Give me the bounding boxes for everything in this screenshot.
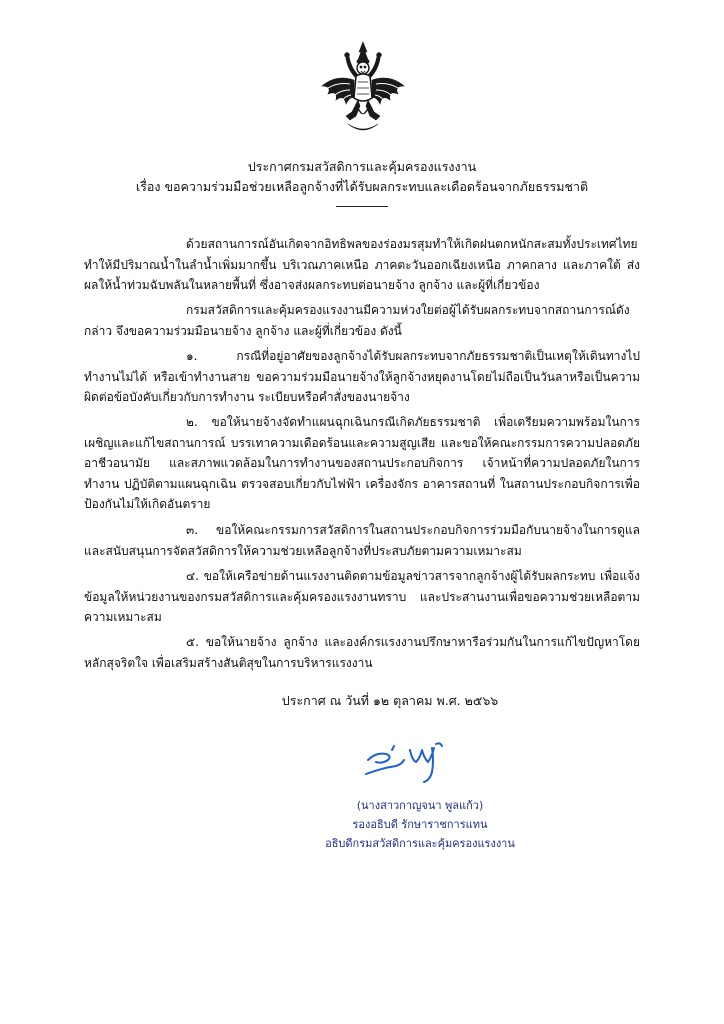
intro-paragraph xyxy=(84,234,640,296)
signer-department: อธิบดีกรมสวัสดิการและคุ้มครองแรงงาน xyxy=(325,837,515,850)
request-item-3 xyxy=(84,520,640,561)
handwritten-signature-icon xyxy=(362,738,462,786)
signer-name: (นางสาวกาญจนา พูลแก้ว) xyxy=(356,799,484,812)
signer-position: รองอธิบดี รักษาราชการแทน xyxy=(352,818,488,831)
request-item-text: ๒. ขอให้นายจ้างจัดทำแผนฉุกเฉินกรณีเกิดภัยธรรมชาติ เพื่อเตรียมความพร้อมในการเผชิญและแก้ไขสถานการณ์ บรรเทาความเดือดร้อนและความสูญเสีย และขอให้คณะกรรมการความปลอดภัย อาชีวอนามัย และสภาพแวดล้อมในการทำงานของสถานประกอบกิจการ เจ้าหน้าที่ความปลอดภัยในการทำงาน ปฏิบัติตามแผนฉุกเฉิน ตรวจสอบเกี่ยวกับไฟฟ้า เครื่องจักร อาคารสถานที่ ในสถานประกอบกิจการเพื่อป้องกันไม่ให้เกิดอันตราย xyxy=(84,415,640,511)
request-item-text: ๕. ขอให้นายจ้าง ลูกจ้าง และองค์กรแรงงานปรึกษาหารือร่วมกันในการแก้ไขปัญหาโดยหลักสุจริตใจ เพื่อเสริมสร้างสันติสุขในการบริหารแรงงาน xyxy=(84,635,640,670)
announcement-date: ประกาศ ณ วันที่ ๑๒ ตุลาคม พ.ศ. ๒๕๖๖ xyxy=(281,693,499,708)
request-item-text: ๔. ขอให้เครือข่ายด้านแรงงานติดตามข้อมูลข่าวสารจากลูกจ้างผู้ได้รับผลกระทบ เพื่อแจ้งข้อมูลให้หน่วยงานของกรมสวัสดิการและคุ้มครองแรงงานทราบ และประสานงานเพื่อขอความช่วยเหลือตามความเหมาะสม xyxy=(84,569,640,624)
intro-text: ด้วยสถานการณ์อันเกิดจากอิทธิพลของร่องมรสุมทำให้เกิดฝนตกหนักสะสมทั้งประเทศไทย ทำให้มีปริมาณน้ำในลำน้ำเพิ่มมากขึ้น บริเวณภาคเหนือ ภาคตะวันออกเฉียงเหนือ ภาคกลาง และภาคใต้ ส่งผลให้น้ำท่วมฉับพลันในหลายพื้นที่ ซึ่งอาจส่งผลกระทบต่อนายจ้าง ลูกจ้าง และผู้ที่เกี่ยวข้อง xyxy=(84,237,640,292)
announcement-title: ประกาศกรมสวัสดิการและคุ้มครองแรงงาน xyxy=(247,159,477,174)
subject-line: เรื่อง ขอความร่วมมือช่วยเหลือลูกจ้างที่ได้รับผลกระทบและเดือดร้อนจากภัยธรรมชาติ xyxy=(135,179,589,194)
concern-paragraph xyxy=(84,300,640,341)
concern-text: กรมสวัสดิการและคุ้มครองแรงงานมีความห่วงใยต่อผู้ได้รับผลกระทบจากสถานการณ์ดังกล่าว จึงขอความร่วมมือนายจ้าง ลูกจ้าง และผู้ที่เกี่ยวข้อง ดังนี้ xyxy=(84,303,630,338)
title-divider xyxy=(336,206,388,207)
request-item-4 xyxy=(84,566,640,628)
request-item-text: ๑. กรณีที่อยู่อาศัยของลูกจ้างได้รับผลกระทบจากภัยธรรมชาติเป็นเหตุให้เดินทางไปทำงานไม่ได้ หรือเข้าทำงานสาย ขอความร่วมมือนายจ้างให้ลูกจ้างหยุดงานโดยไม่ถือเป็นวันลาหรือเป็นความผิดต่อข้อบังคับเกี่ยวกับการทำงาน ระเบียบหรือคำสั่งของนายจ้าง xyxy=(84,349,640,404)
request-item-5 xyxy=(84,632,640,673)
request-item-text: ๓. ขอให้คณะกรรมการสวัสดิการในสถานประกอบกิจการร่วมมือกับนายจ้างในการดูแลและสนับสนุนการจัดสวัสดิการให้ความช่วยเหลือลูกจ้างที่ประสบภัยตามความเหมาะสม xyxy=(84,523,640,558)
request-item-2 xyxy=(84,412,640,515)
garuda-emblem-icon xyxy=(318,40,408,140)
request-item-1 xyxy=(84,346,640,408)
